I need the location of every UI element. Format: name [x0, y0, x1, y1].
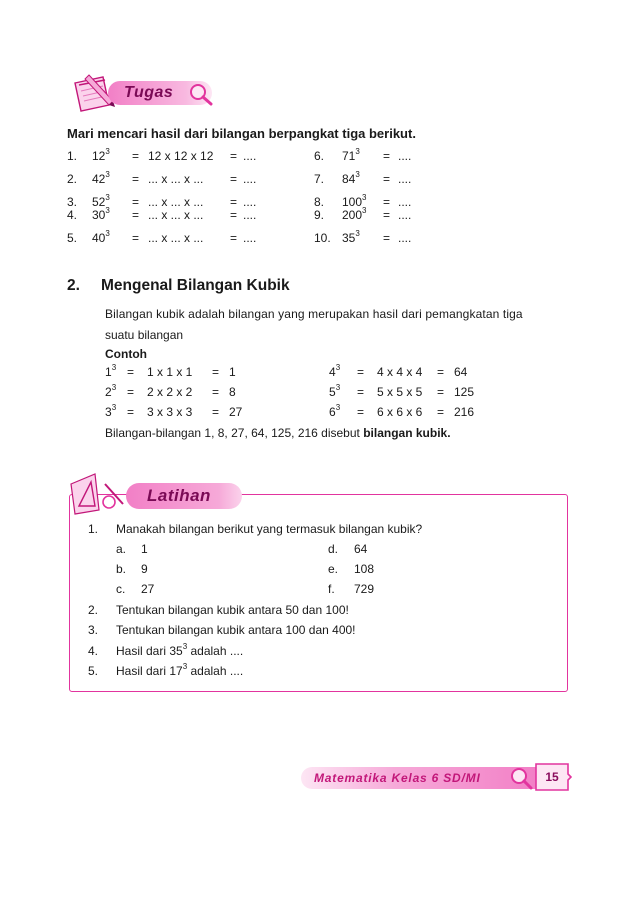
exercise-row: 4. $30^3$ = ... x ... x ... = .... 9. $200^3$ = ....: [67, 206, 412, 222]
tugas-title: Tugas: [124, 84, 174, 101]
section-paragraph-line2: suatu bilangan: [105, 328, 184, 342]
question-text: Hasil dari $17^3$ adalah ....: [116, 662, 244, 678]
exercise-row: 3. $52^3$ = ... x ... x ... = .... 8. $100^3$ = ....: [67, 193, 412, 209]
section-title: Mengenal Bilangan Kubik: [101, 277, 290, 294]
conclusion-bold-term: bilangan kubik.: [363, 426, 451, 440]
section-paragraph-line1: Bilangan kubik adalah bilangan yang merupakan hasil dari pemangkatan tiga: [105, 307, 523, 321]
section-number: 2.: [67, 277, 80, 294]
section-conclusion: Bilangan-bilangan 1, 8, 27, 64, 125, 216 disebut bilangan kubik.: [105, 426, 451, 440]
option-row: b. 9 e. 108: [116, 562, 375, 576]
page-number: 15: [545, 770, 559, 784]
question-text: Hasil dari $35^3$ adalah ....: [116, 642, 244, 658]
option-row: a. 1 d. 64: [116, 542, 368, 556]
tugas-intro: Mari mencari hasil dari bilangan berpangkat tiga berikut.: [67, 126, 416, 141]
example-row: $3^3$ = 3 x 3 x 3 = 27 $6^3$ = 6 x 6 x 6 = 216: [105, 403, 475, 419]
question-text: Tentukan bilangan kubik antara 50 dan 100!: [116, 603, 349, 617]
question-number: 4.: [88, 644, 99, 658]
example-row: $2^3$ = 2 x 2 x 2 = 8 $5^3$ = 5 x 5 x 5 = 125: [105, 383, 475, 399]
option-row: c. 27 f. 729: [116, 582, 375, 596]
exercise-row: 1. $12^3$ = 12 x 12 x 12 = .... 6. $71^3$ = ....: [67, 147, 412, 163]
drafting-tools-icon: [65, 466, 135, 516]
question-number: 3.: [88, 623, 99, 637]
question-number: 1.: [88, 522, 99, 536]
magnifier-icon: [186, 80, 216, 108]
question-number: 5.: [88, 664, 99, 678]
question-text: Tentukan bilangan kubik antara 100 dan 400!: [116, 623, 356, 637]
footer-book-title: Matematika Kelas 6 SD/MI: [314, 771, 481, 785]
magnifier-icon: [507, 764, 535, 792]
contoh-label: Contoh: [105, 347, 147, 361]
exercise-row: 5. $40^3$ = ... x ... x ... = .... 10. $35^3$ = ....: [67, 229, 412, 245]
example-row: $1^3$ = 1 x 1 x 1 = 1 $4^3$ = 4 x 4 x 4 = 64: [105, 363, 468, 379]
exercise-row: 2. $42^3$ = ... x ... x ... = .... 7. $84^3$ = ....: [67, 170, 412, 186]
question-number: 2.: [88, 603, 99, 617]
question-text: Manakah bilangan berikut yang termasuk bilangan kubik?: [116, 522, 423, 536]
latihan-title: Latihan: [147, 486, 211, 505]
